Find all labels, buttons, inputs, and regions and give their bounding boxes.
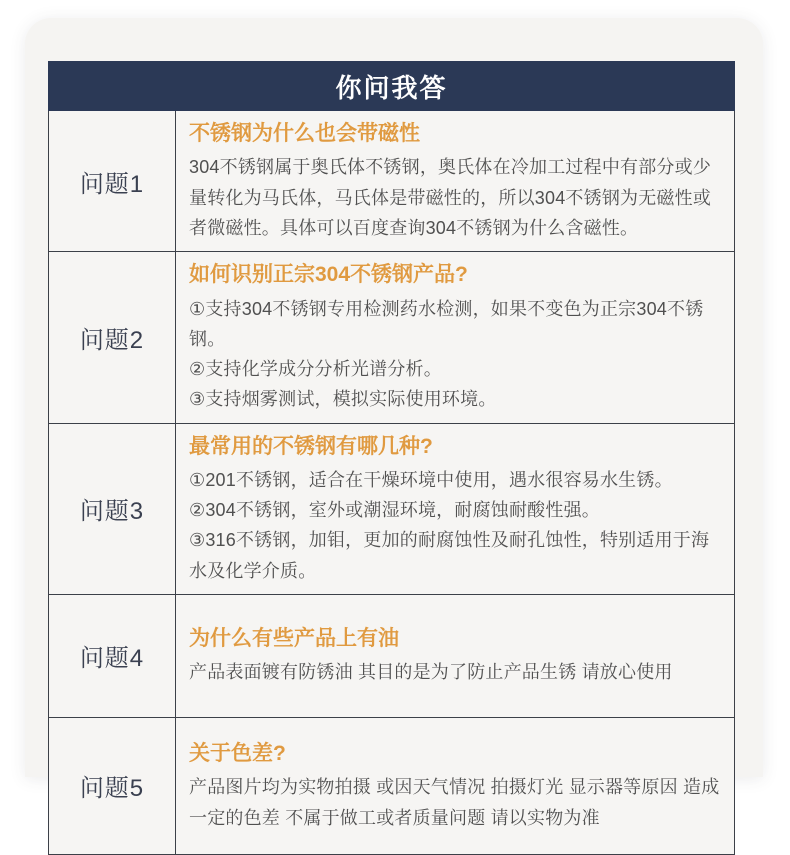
question-label: 问题5 — [79, 775, 145, 803]
question-label-cell — [49, 424, 176, 594]
answer-paragraph: 304不锈钢属于奥氏体不锈钢，奥氏体在冷加工过程中有部分或少量转化为马氏体，马氏体是带磁性的，所以304不锈钢为无磁性或者微磁性。具体可以百度查询304不锈钢为什么含磁性。 — [189, 157, 712, 238]
faq-table — [48, 61, 735, 855]
answer-paragraph: 产品表面镀有防锈油 其目的是为了防止产品生锈 请放心使用 — [189, 662, 673, 683]
faq-row-2 — [49, 251, 734, 422]
faq-header — [48, 61, 735, 111]
faq-row-3 — [49, 423, 734, 594]
answer-paragraph: ②支持化学成分分析光谱分析。 — [189, 359, 442, 380]
answer-title: 最常用的不锈钢有哪几种? — [189, 434, 433, 458]
answer-paragraph: ③支持烟雾测试，模拟实际使用环境。 — [189, 389, 497, 410]
question-label: 问题3 — [79, 498, 145, 526]
question-label-cell — [49, 252, 176, 422]
question-label: 问题1 — [79, 170, 145, 198]
answer-paragraph: ②304不锈钢，室外或潮湿环境，耐腐蚀耐酸性强。 — [189, 500, 600, 521]
faq-card — [25, 18, 763, 828]
answer-cell — [176, 424, 734, 594]
answer-title: 关于色差? — [189, 741, 286, 765]
question-label: 问题4 — [79, 645, 145, 673]
faq-row-5 — [49, 717, 734, 854]
faq-body — [48, 111, 735, 855]
question-label-cell — [49, 718, 176, 854]
answer-cell — [176, 111, 734, 251]
question-label-cell — [49, 595, 176, 717]
answer-paragraph: ①201不锈钢，适合在干燥环境中使用，遇水很容易水生锈。 — [189, 469, 673, 490]
faq-row-1 — [49, 111, 734, 251]
answer-title: 不锈钢为什么也会带磁性 — [189, 122, 420, 145]
answer-cell — [176, 252, 734, 422]
answer-paragraph: 产品图片均为实物拍摄 或因天气情况 拍摄灯光 显示器等原因 造成一定的色差 不属于做工或者质量问题 请以实物为准 — [189, 777, 720, 828]
question-label: 问题2 — [79, 326, 145, 354]
answer-paragraph: ③316不锈钢，加钼，更加的耐腐蚀性及耐孔蚀性，特别适用于海水及化学介质。 — [189, 530, 710, 581]
answer-title: 为什么有些产品上有油 — [189, 627, 399, 651]
answer-paragraph: ①支持304不锈钢专用检测药水检测，如果不变色为正宗304不锈钢。 — [189, 298, 704, 349]
answer-cell — [176, 718, 734, 854]
faq-row-4 — [49, 594, 734, 717]
answer-title: 如何识别正宗304不锈钢产品? — [189, 263, 468, 287]
answer-cell — [176, 595, 734, 717]
question-label-cell — [49, 111, 176, 251]
faq-header-title: 你问我答 — [335, 72, 448, 103]
